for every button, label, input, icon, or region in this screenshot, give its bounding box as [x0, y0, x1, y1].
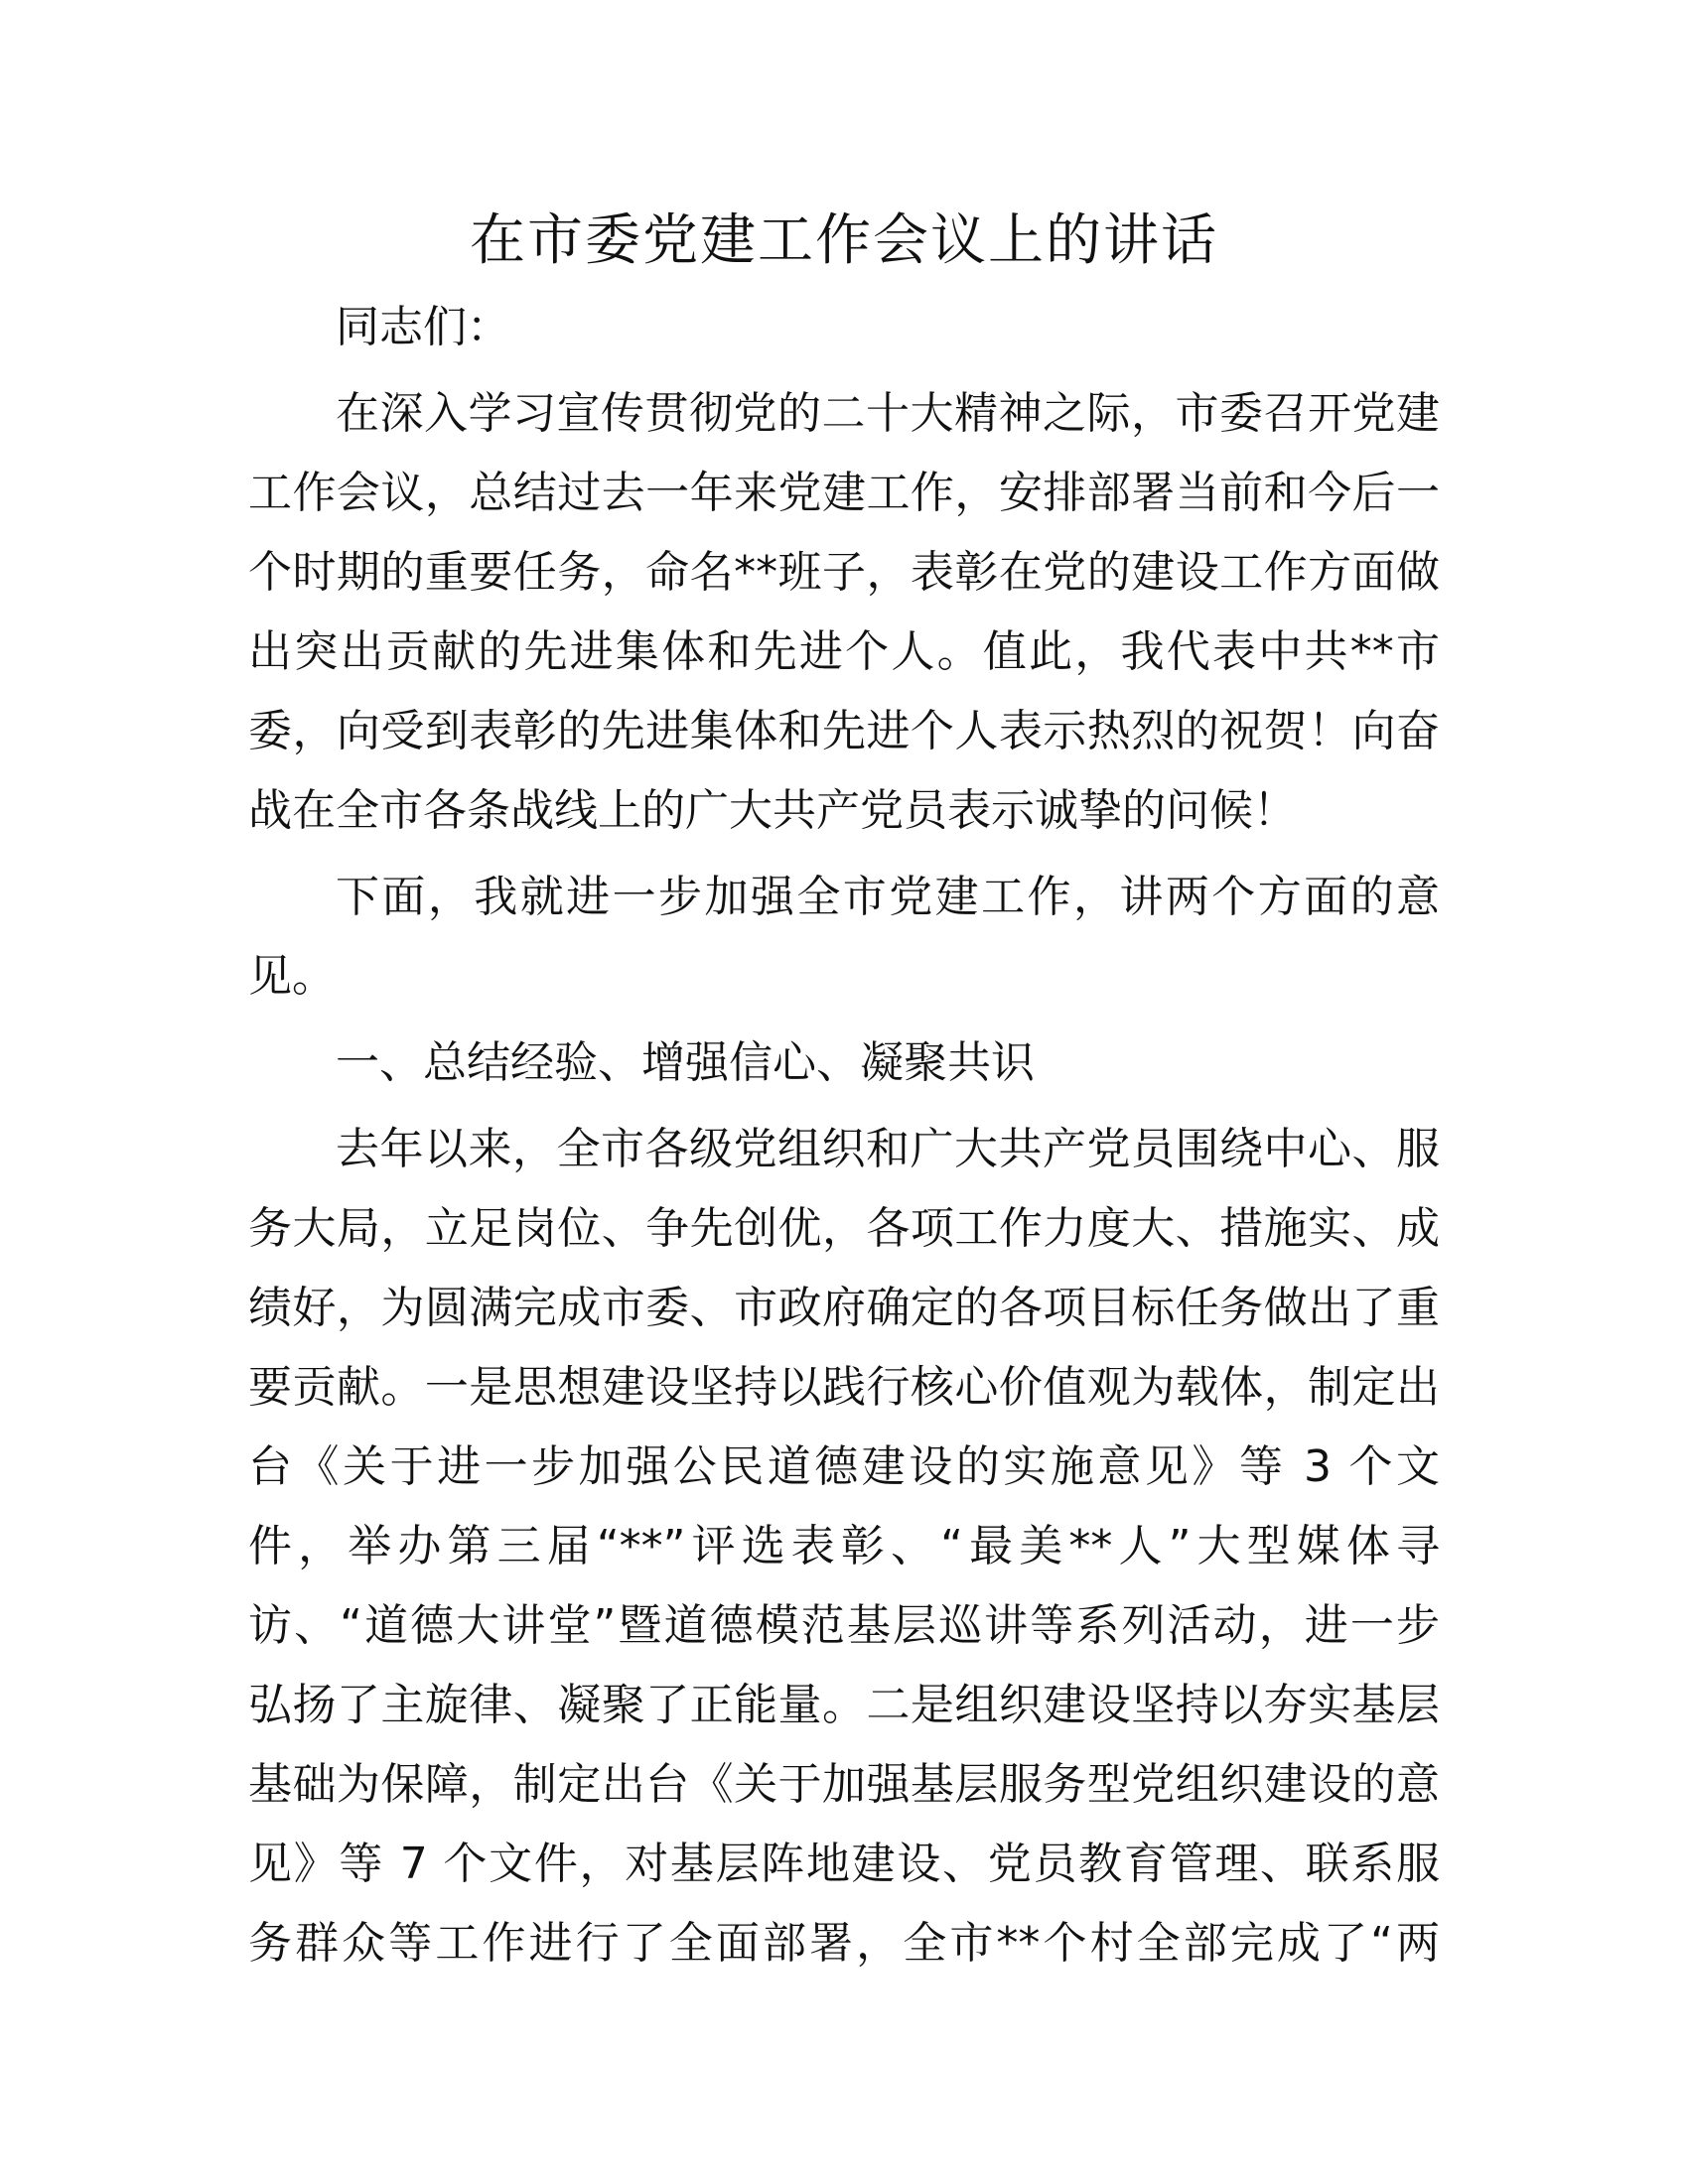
paragraph-line: 见》等 7 个文件，对基层阵地建设、党员教育管理、联系服	[248, 1839, 1440, 1889]
paragraph-line: 去年以来，全市各级党组织和广大共产党员围绕中心、服	[336, 1124, 1440, 1174]
paragraph-line: 务大局，立足岗位、争先创优，各项工作力度大、措施实、成	[248, 1203, 1440, 1254]
paragraph-line: 见。	[248, 951, 336, 1002]
paragraph-line: 下面，我就进一步加强全市党建工作，讲两个方面的意	[336, 872, 1440, 922]
paragraph-line: 访、“道德大讲堂”暨道德模范基层巡讲等系列活动，进一步	[248, 1600, 1440, 1651]
salutation: 同志们：	[336, 302, 510, 352]
paragraph-line: 出突出贡献的先进集体和先进个人。值此，我代表中共**市	[248, 626, 1440, 677]
paragraph-line: 绩好，为圆满完成市委、市政府确定的各项目标任务做出了重	[248, 1283, 1440, 1333]
paragraph-line: 战在全市各条战线上的广大共产党员表示诚挚的问候！	[248, 785, 1297, 836]
paragraph-line: 务群众等工作进行了全面部署，全市**个村全部完成了“两	[248, 1918, 1440, 1969]
paragraph-line: 台《关于进一步加强公民道德建设的实施意见》等 3 个文	[248, 1441, 1440, 1492]
paragraph-line: 要贡献。一是思想建设坚持以践行核心价值观为载体，制定出	[248, 1362, 1440, 1413]
paragraph-line: 在深入学习宣传贯彻党的二十大精神之际，市委召开党建	[336, 388, 1440, 439]
document-title: 在市委党建工作会议上的讲话	[470, 208, 1218, 273]
paragraph-line: 工作会议，总结过去一年来党建工作，安排部署当前和今后一	[248, 468, 1440, 518]
paragraph-line: 弘扬了主旋律、凝聚了正能量。二是组织建设坚持以夯实基层	[248, 1680, 1440, 1730]
paragraph-line: 个时期的重要任务，命名**班子，表彰在党的建设工作方面做	[248, 547, 1440, 598]
section-heading: 一、总结经验、增强信心、凝聚共识	[336, 1037, 1035, 1088]
paragraph-line: 委，向受到表彰的先进集体和先进个人表示热烈的祝贺！向奋	[248, 706, 1440, 756]
paragraph-line: 基础为保障，制定出台《关于加强基层服务型党组织建设的意	[248, 1759, 1440, 1810]
paragraph-line: 件，举办第三届“**”评选表彰、“最美**人”大型媒体寻	[248, 1521, 1440, 1571]
